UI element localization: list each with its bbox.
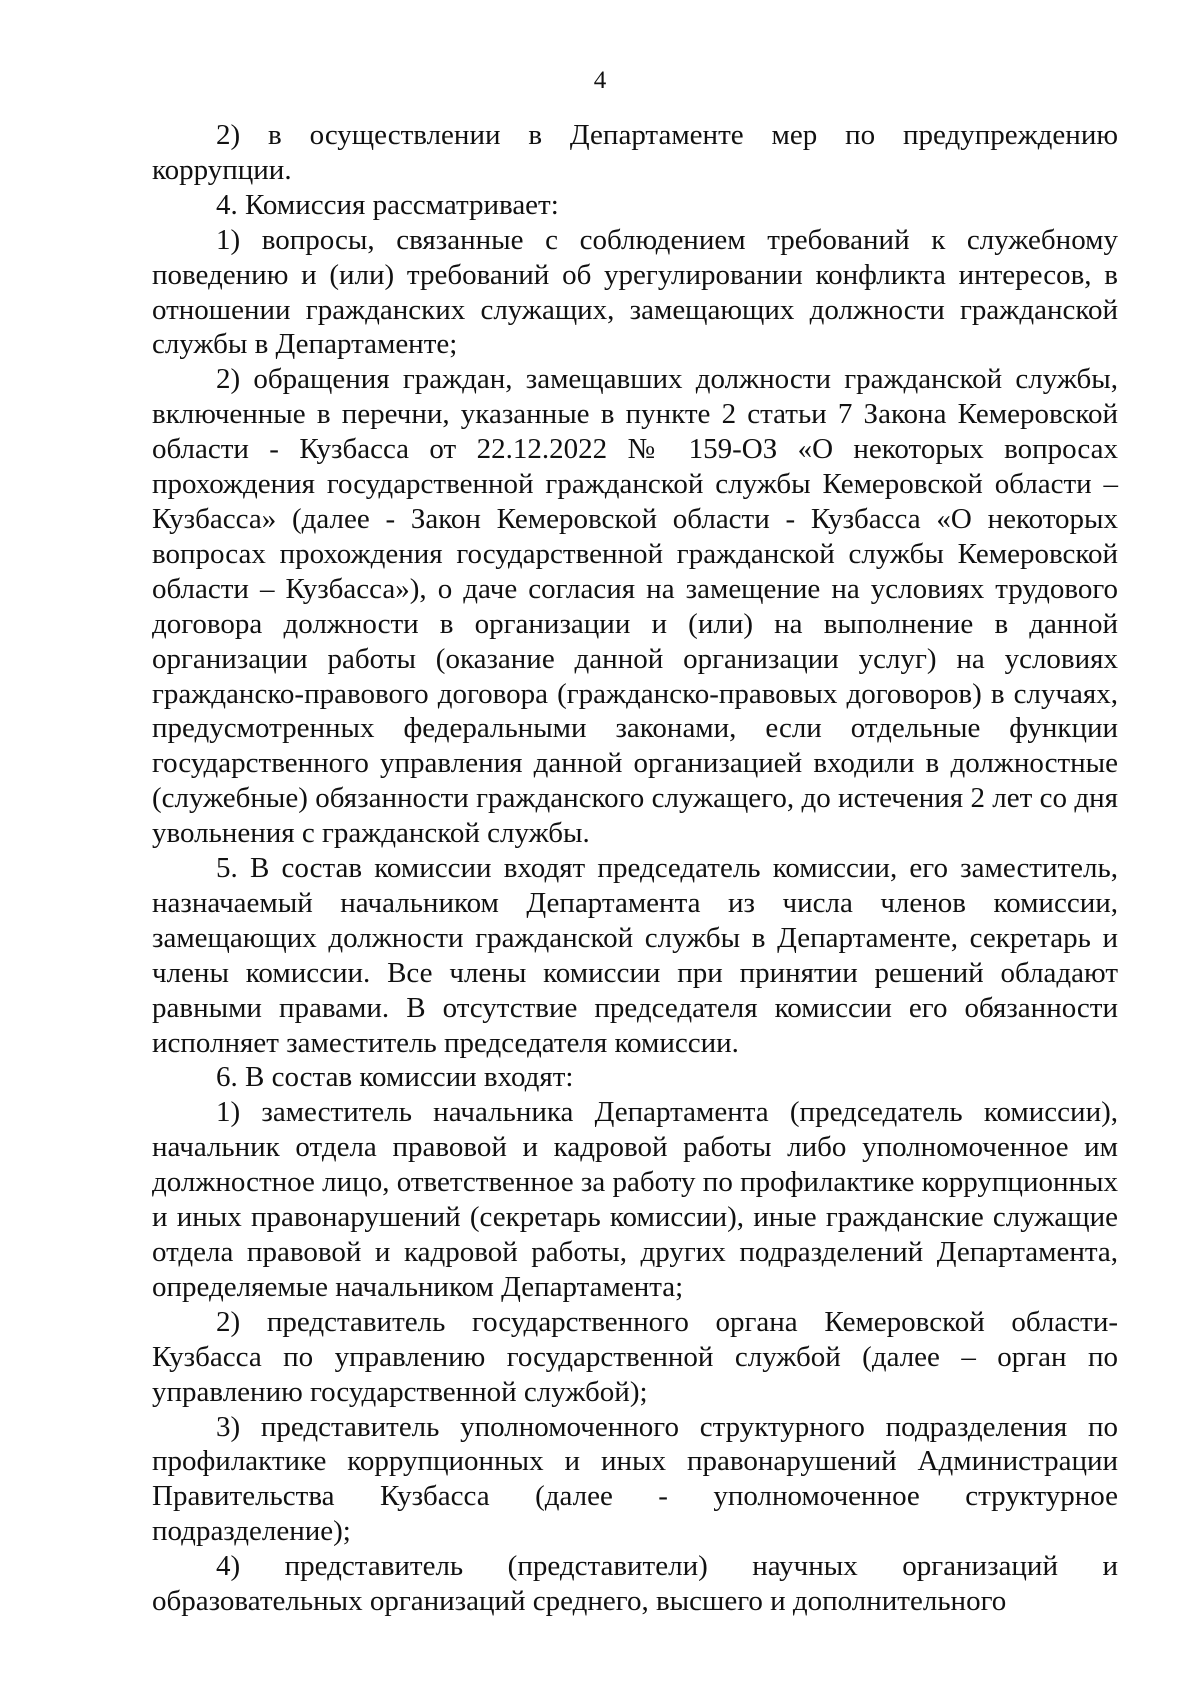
- paragraph-clause-6-item-1: 1) заместитель начальника Департамента (председатель комиссии), начальник отдела правовой и кадровой работы либо уполномоченное им должностное лицо, ответственное за работу по профилактике коррупционных и иных правонарушений (секретарь комиссии), иные гражданские служащие отдела правовой и кадровой работы, других подразделений Департамента, определяемые начальником Департамента;: [152, 1096, 1118, 1303]
- paragraph-clause-6-heading: 6. В состав комиссии входят:: [216, 1061, 574, 1094]
- paragraph-clause-5: 5. В состав комиссии входят председатель комиссии, его заместитель, назначаемый начальником Департамента из числа членов комиссии, замещающих должности гражданской службы в Департаменте, секретарь и члены комиссии. Все члены комиссии при принятии решений обладают равными правами. В отсутствие председателя комиссии его обязанности исполняет заместитель председателя комиссии.: [152, 852, 1118, 1059]
- paragraph-item-2-continuation: 2) в осуществлении в Департаменте мер по предупреждению коррупции.: [152, 119, 1118, 186]
- paragraph-clause-4-heading: 4. Комиссия рассматривает:: [216, 188, 559, 221]
- page-number: 4: [593, 67, 607, 94]
- paragraph-clause-4-item-2: 2) обращения граждан, замещавших должности гражданской службы, включенные в перечни, указанные в пункте 2 статьи 7 Закона Кемеровской области - Кузбасса от 22.12.2022 № 159-ОЗ «О некоторых вопросах прохождения государственной гражданской службы Кемеровской области – Кузбасса» (далее - Закон Кемеровской области - Кузбасса «О некоторых вопросах прохождения государственной гражданской службы Кемеровской области – Кузбасса»), о даче согласия на замещение на условиях трудового договора должности в организации и (или) на выполнение в данной организации работы (оказание данной организации услуг) на условиях гражданско-правового договора (гражданско-правовых договоров) в случаях, предусмотренных федеральными законами, если отдельные функции государственного управления данной организацией входили в должностные (служебные) обязанности гражданского служащего, до истечения 2 лет со дня увольнения с гражданской службы.: [152, 363, 1118, 850]
- paragraph-clause-6-item-4: 4) представитель (представители) научных организаций и образовательных организаций среднего, высшего и дополнительного: [152, 1550, 1118, 1618]
- document-body: [152, 118, 1118, 1619]
- paragraph-clause-6-item-2: 2) представитель государственного органа Кемеровской области-Кузбасса по управлению государственной службой (далее – орган по управлению государственной службой);: [152, 1305, 1118, 1408]
- paragraph-clause-4-item-1: 1) вопросы, связанные с соблюдением требований к служебному поведению и (или) требований об урегулировании конфликта интересов, в отношении гражданских служащих, замещающих должности гражданской службы в Департаменте;: [152, 223, 1118, 361]
- paragraph-clause-6-item-3: 3) представитель уполномоченного структурного подразделения по профилактике коррупционных и иных правонарушений Администрации Правительства Кузбасса (далее - уполномоченное структурное подразделение);: [152, 1410, 1118, 1548]
